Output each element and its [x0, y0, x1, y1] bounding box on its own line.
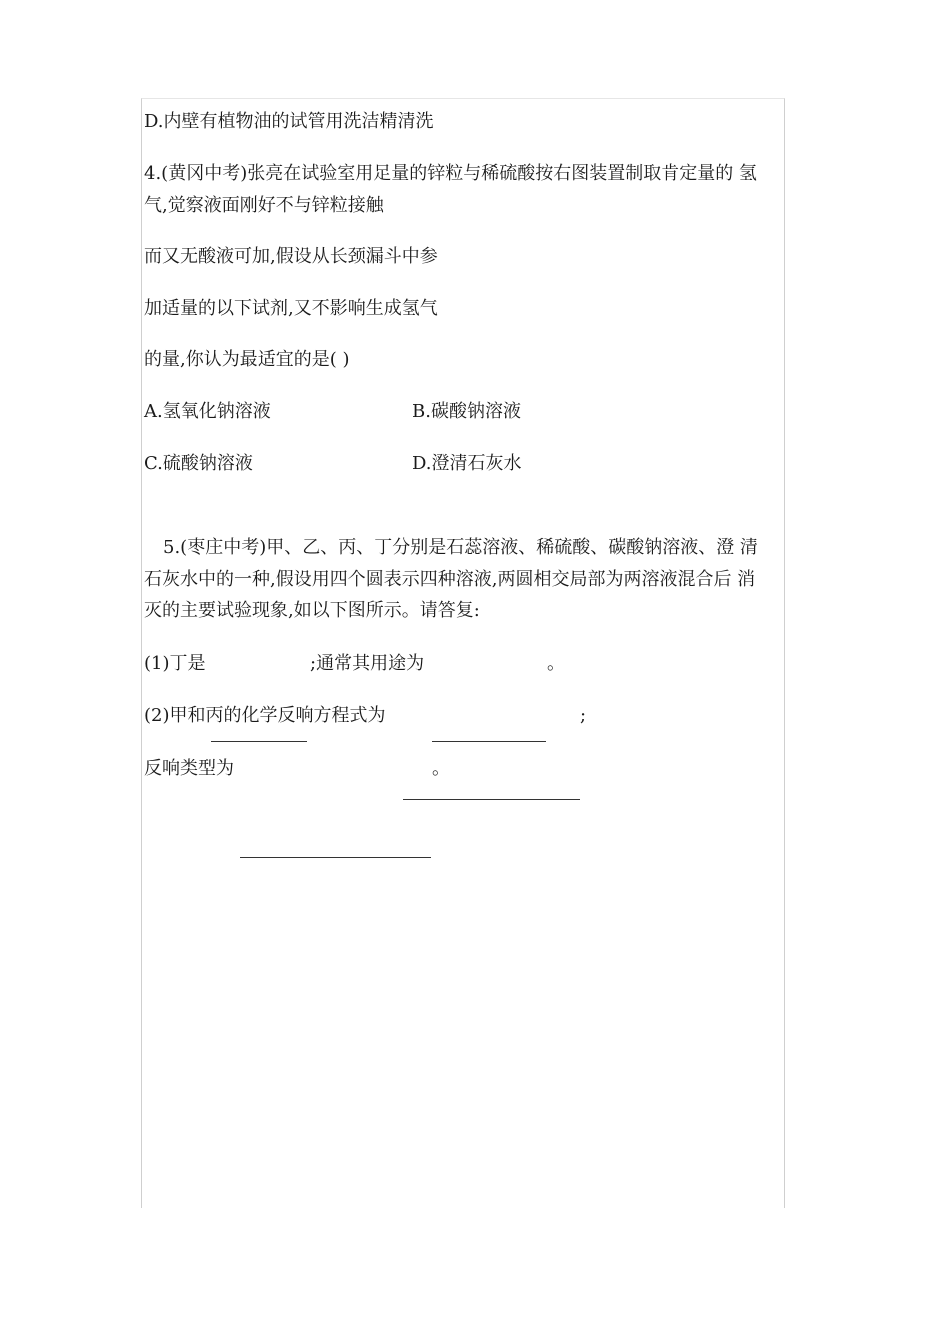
q5-line-2: 石灰水中的一种,假设用四个圆表示四种溶液,两圆相交局部为两溶液混合后 消 — [144, 569, 756, 590]
answer-blank-3[interactable] — [403, 799, 580, 800]
q4-option-c: C.硫酸钠溶液 — [144, 453, 253, 474]
answer-blank-4[interactable] — [240, 857, 431, 858]
q4-line-5: 的量,你认为最适宜的是( ) — [144, 349, 350, 370]
q5-sub2-label: (2)甲和丙的化学反响方程式为 — [144, 705, 386, 726]
q5-sub3-end: 。 — [432, 758, 450, 779]
q4-option-a: A.氢氧化钠溶液 — [144, 401, 271, 422]
q5-line-1: 5.(枣庄中考)甲、乙、丙、丁分别是石蕊溶液、稀硫酸、碳酸钠溶液、澄 清 — [163, 537, 758, 558]
q4-line-1: 4.(黄冈中考)张亮在试验室用足量的锌粒与稀硫酸按右图装置制取肯定量的 氢 — [144, 163, 757, 184]
q5-sub1-label: (1)丁是 — [144, 653, 206, 674]
answer-blank-2[interactable] — [432, 741, 546, 742]
q5-sub1-usage-label: ;通常其用途为 — [310, 653, 425, 674]
q3-option-d: D.内壁有植物油的试管用洗洁精清洗 — [144, 111, 434, 132]
q5-line-3: 灭的主要试验现象,如以下图所示。请答复: — [144, 600, 480, 621]
answer-blank-1[interactable] — [211, 741, 307, 742]
q4-line-2: 气,觉察液面刚好不与锌粒接触 — [144, 195, 384, 216]
q5-sub2-end: ; — [580, 705, 587, 726]
q4-option-d: D.澄清石灰水 — [412, 453, 522, 474]
q5-sub1-end: 。 — [547, 653, 565, 674]
q4-line-3: 而又无酸液可加,假设从长颈漏斗中参 — [144, 246, 438, 267]
q4-option-b: B.碳酸钠溶液 — [412, 401, 521, 422]
q5-sub3-label: 反响类型为 — [144, 758, 234, 779]
q4-line-4: 加适量的以下试剂,又不影响生成氢气 — [144, 298, 438, 319]
